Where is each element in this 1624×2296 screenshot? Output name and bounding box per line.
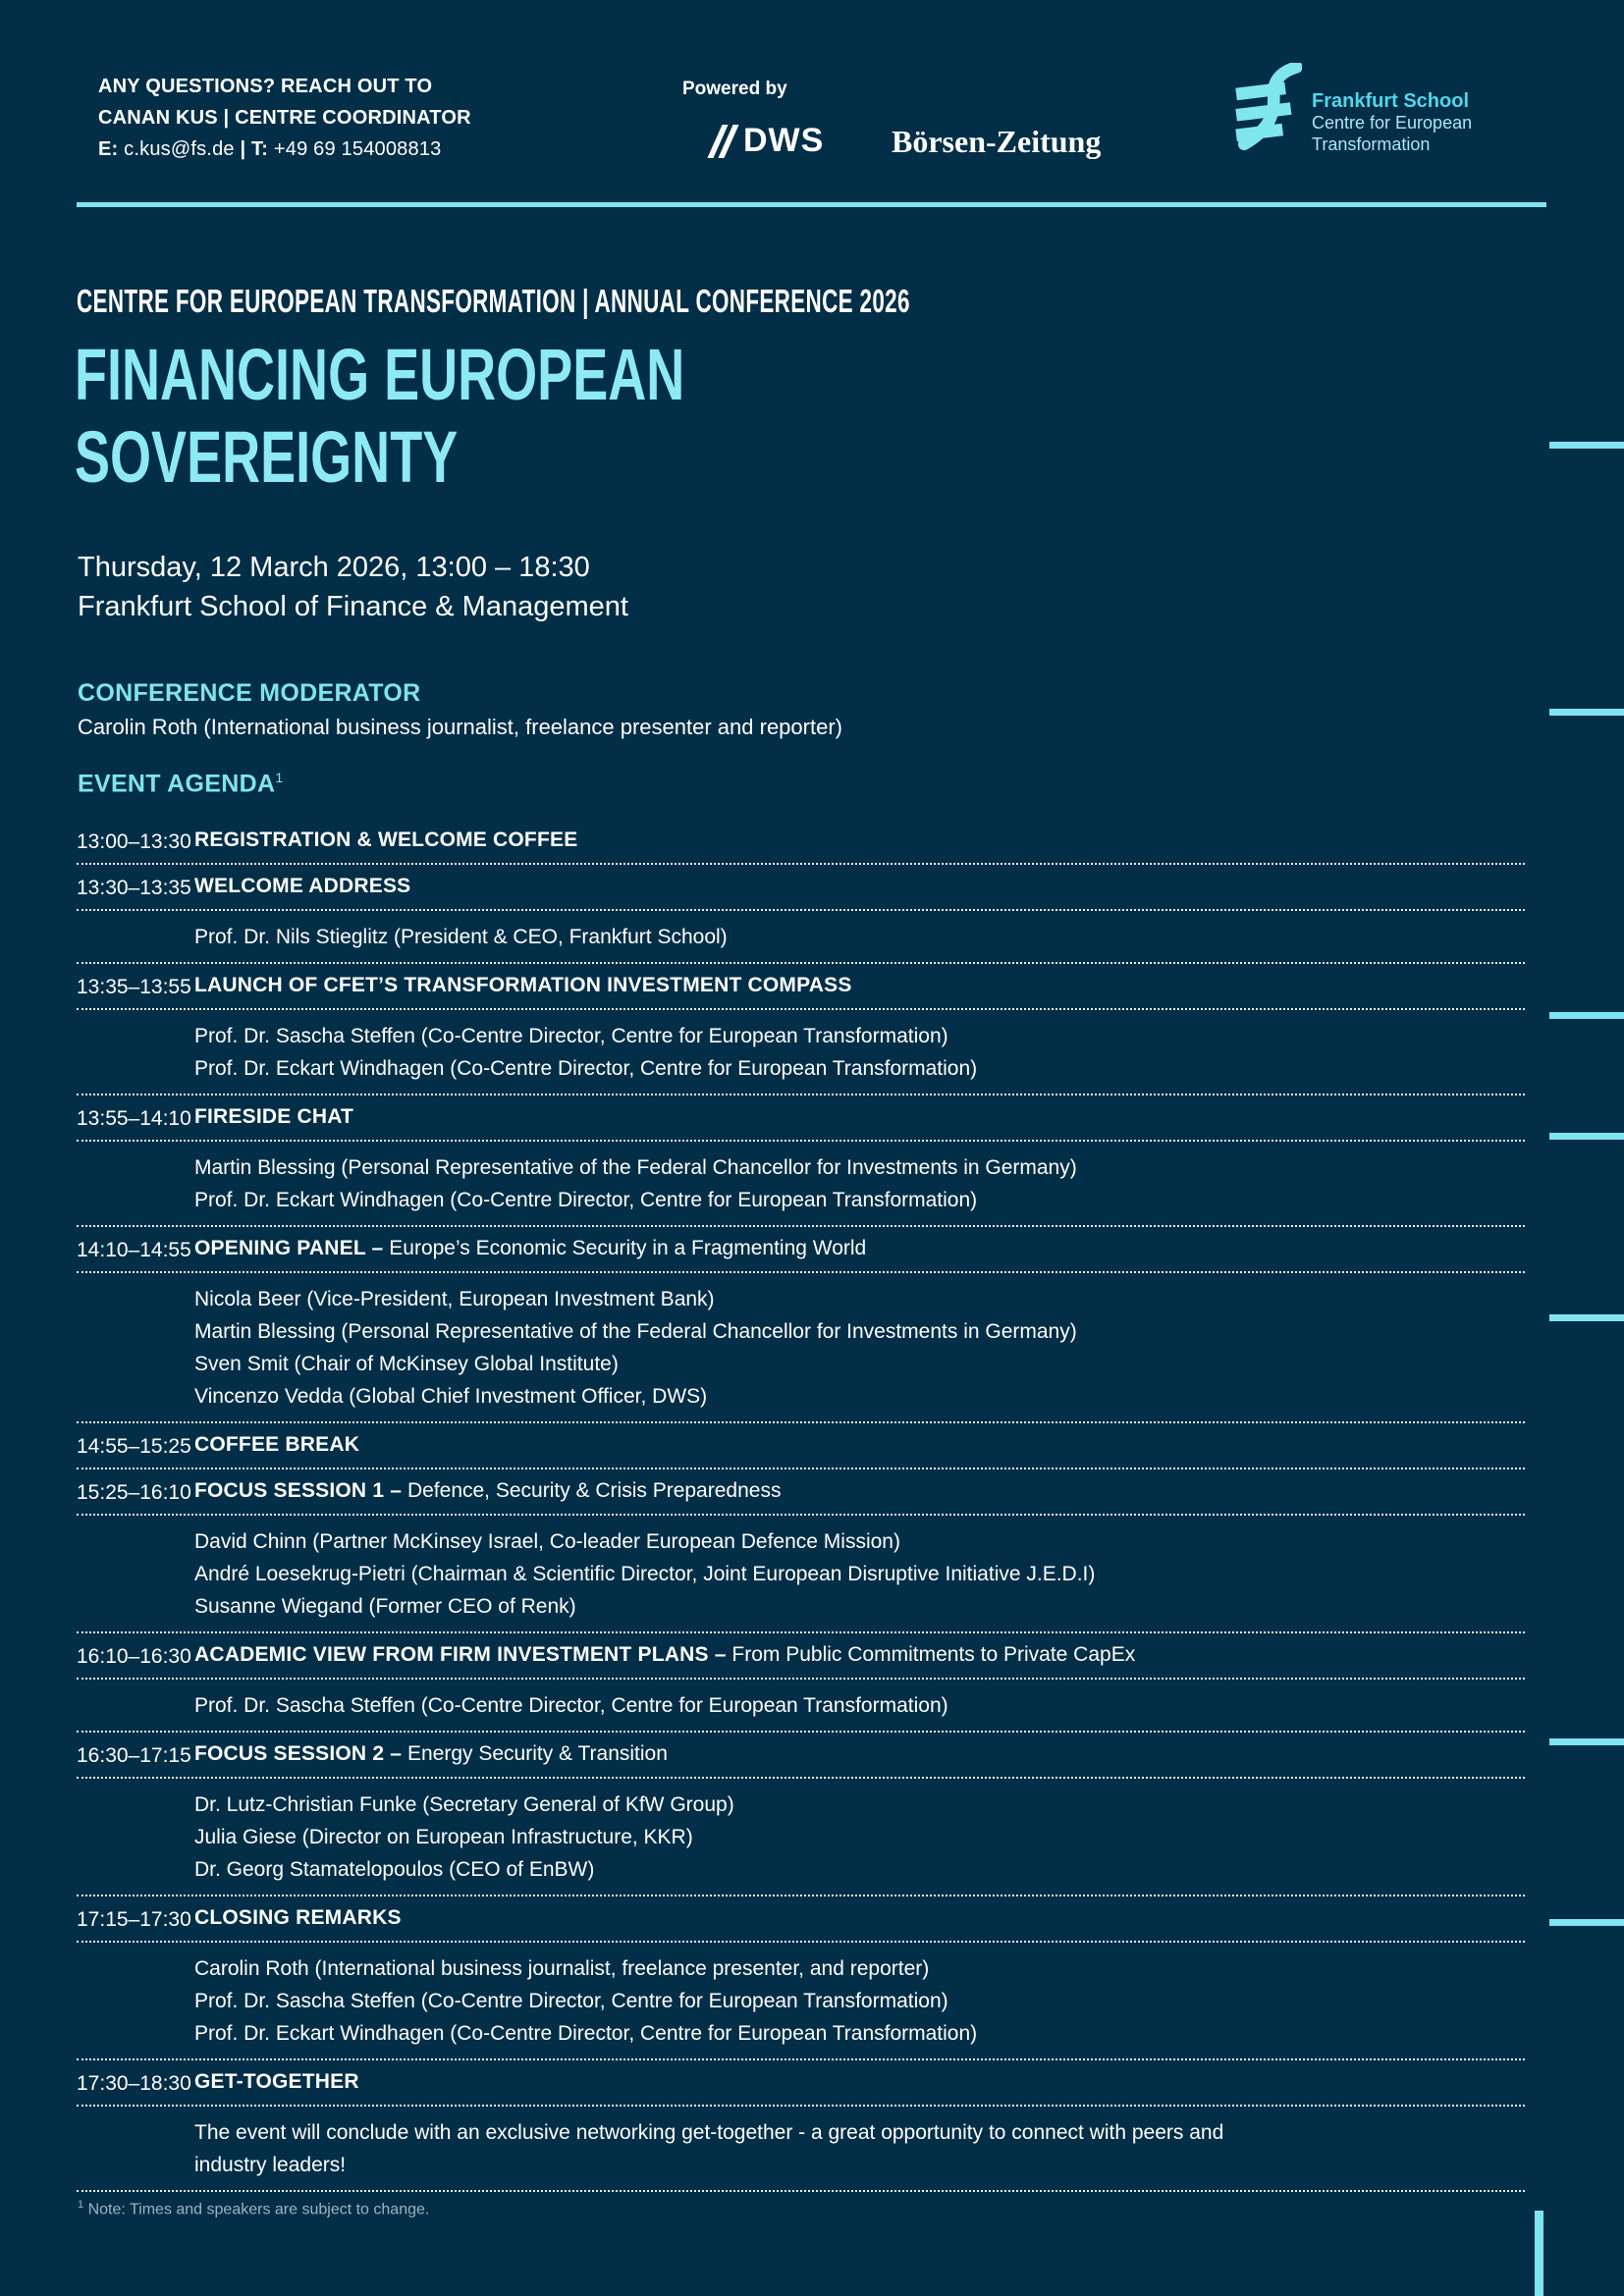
edge-tab-mark — [1549, 442, 1624, 449]
conference-kicker: CENTRE FOR EUROPEAN TRANSFORMATION | ANNUAL CONFERENCE 2026 — [77, 283, 910, 319]
agenda-speaker-line: Prof. Dr. Eckart Windhagen (Co-Centre Director, Centre for European Transformation) — [194, 2022, 978, 2045]
agenda-content — [194, 1906, 1525, 1932]
contact-block — [98, 71, 471, 165]
agenda-session-title: FOCUS SESSION 1 – — [194, 1479, 403, 1502]
agenda-time: 16:10–16:30 — [77, 1645, 191, 1668]
agenda-row — [77, 1516, 1525, 1633]
agenda-speaker-line: Julia Giese (Director on European Infrastructure, KKR) — [194, 1826, 693, 1848]
header-divider — [77, 202, 1546, 207]
agenda-speaker-line: Prof. Dr. Sascha Steffen (Co-Centre Director, Centre for European Transformation) — [194, 1990, 948, 2012]
agenda-time: 13:00–13:30 — [77, 830, 191, 853]
agenda-content — [194, 1479, 1525, 1505]
agenda-row — [77, 1633, 1525, 1680]
agenda-time — [77, 1689, 194, 1722]
agenda-session-title: GET-TOGETHER — [194, 2070, 359, 2093]
moderator-heading: CONFERENCE MODERATOR — [78, 679, 421, 707]
agenda-row — [77, 865, 1525, 911]
agenda-content — [194, 1525, 1525, 1623]
agenda-row — [77, 1943, 1525, 2060]
frankfurt-school-logo — [1233, 63, 1472, 165]
agenda-heading-footnote-marker: 1 — [275, 770, 284, 785]
phone-label: T: — [251, 138, 269, 160]
agenda-content — [194, 1105, 1525, 1131]
powered-by-label: Powered by — [682, 79, 787, 99]
contact-line-1: ANY QUESTIONS? REACH OUT TO — [98, 76, 433, 97]
agenda-session-topic: Europe’s Economic Security in a Fragmenting World — [383, 1237, 867, 1259]
agenda-session-topic: Defence, Security & Crisis Preparedness — [402, 1479, 782, 1502]
agenda-time: 14:10–14:55 — [77, 1239, 191, 1261]
agenda-time — [77, 1525, 194, 1623]
agenda-session-title: WELCOME ADDRESS — [194, 875, 411, 897]
agenda-time: 17:30–18:30 — [77, 2072, 191, 2095]
page-title — [75, 334, 910, 499]
agenda-speaker-line: Prof. Dr. Eckart Windhagen (Co-Centre Director, Centre for European Transformation) — [194, 1057, 978, 1080]
agenda-content — [194, 1237, 1525, 1262]
agenda-heading-text: EVENT AGENDA — [78, 770, 276, 798]
agenda-session-title: FIRESIDE CHAT — [194, 1105, 354, 1128]
agenda-content — [194, 921, 1525, 953]
agenda-speaker-line: Dr. Georg Stamatelopoulos (CEO of EnBW) — [194, 1858, 595, 1881]
event-date: Thursday, 12 March 2026, 13:00 – 18:30 — [78, 552, 590, 583]
email-value: c.kus@fs.de — [124, 138, 235, 160]
agenda-content — [194, 1643, 1525, 1669]
footnote-marker: 1 — [78, 2199, 84, 2211]
corner-accent-mark — [1535, 2211, 1543, 2296]
agenda-content — [194, 875, 1525, 900]
agenda-speaker-line: David Chinn (Partner McKinsey Israel, Co-leader European Defence Mission) — [194, 1530, 900, 1553]
agenda-row — [77, 1095, 1525, 1142]
agenda-time — [77, 1020, 194, 1085]
agenda-session-topic: Energy Security & Transition — [402, 1742, 668, 1765]
agenda-row — [77, 2107, 1525, 2192]
agenda-content — [194, 1742, 1525, 1768]
agenda-content — [194, 1283, 1525, 1413]
agenda-speaker-line: Prof. Dr. Sascha Steffen (Co-Centre Director, Centre for European Transformation) — [194, 1025, 948, 1047]
contact-separator: | — [240, 138, 246, 160]
dws-wordmark: DWS — [743, 122, 825, 159]
agenda-speaker-line: Nicola Beer (Vice-President, European Investment Bank) — [194, 1288, 715, 1310]
agenda-content — [194, 974, 1525, 999]
agenda-session-title: COFFEE BREAK — [194, 1433, 360, 1456]
agenda-speaker-line: Prof. Dr. Sascha Steffen (Co-Centre Director, Centre for European Transformation) — [194, 1694, 948, 1717]
agenda-content — [194, 828, 1525, 854]
agenda-heading — [78, 770, 283, 798]
agenda-row — [77, 1010, 1525, 1095]
agenda-session-title: REGISTRATION & WELCOME COFFEE — [194, 828, 578, 851]
agenda-time — [77, 1789, 194, 1886]
agenda-session-title: LAUNCH OF CFET’S TRANSFORMATION INVESTMENT COMPASS — [194, 974, 852, 996]
agenda-table — [77, 819, 1525, 2192]
agenda-row — [77, 1680, 1525, 1733]
agenda-time: 13:35–13:55 — [77, 976, 191, 998]
agenda-content — [194, 1020, 1525, 1085]
agenda-time: 13:30–13:35 — [77, 877, 191, 899]
fs-logo-sub1: Centre for European — [1312, 113, 1473, 133]
agenda-time: 16:30–17:15 — [77, 1744, 191, 1767]
frankfurt-school-logo-text — [1312, 90, 1472, 165]
agenda-row — [77, 1733, 1525, 1779]
agenda-row — [77, 1227, 1525, 1273]
agenda-session-title: OPENING PANEL – — [194, 1237, 384, 1259]
event-venue: Frankfurt School of Finance & Management — [78, 591, 628, 622]
agenda-time: 13:55–14:10 — [77, 1107, 191, 1130]
frankfurt-school-f-icon — [1233, 63, 1302, 165]
agenda-time — [77, 2116, 194, 2181]
agenda-content — [194, 1433, 1525, 1459]
moderator-name: Carolin Roth (International business journalist, freelance presenter and reporter) — [78, 715, 842, 739]
fs-logo-sub2: Transformation — [1312, 134, 1431, 154]
event-date-venue — [78, 548, 628, 626]
phone-value: +49 69 154008813 — [273, 138, 442, 160]
footnote — [78, 2199, 429, 2218]
agenda-content — [194, 2116, 1525, 2181]
agenda-speaker-line: Dr. Lutz-Christian Funke (Secretary General of KfW Group) — [194, 1793, 734, 1816]
agenda-time: 15:25–16:10 — [77, 1481, 191, 1504]
footnote-text: Note: Times and speakers are subject to change. — [87, 2201, 430, 2218]
agenda-speaker-line: Prof. Dr. Eckart Windhagen (Co-Centre Director, Centre for European Transformation) — [194, 1189, 978, 1211]
edge-tab-mark — [1549, 1919, 1624, 1926]
agenda-speaker-line: Carolin Roth (International business journalist, freelance presenter, and reporter) — [194, 1957, 930, 1980]
agenda-content — [194, 1151, 1525, 1216]
agenda-speaker-line: Prof. Dr. Nils Stieglitz (President & CEO, Frankfurt School) — [194, 926, 728, 948]
agenda-speaker-line: Susanne Wiegand (Former CEO of Renk) — [194, 1595, 576, 1618]
agenda-row — [77, 911, 1525, 964]
agenda-time — [77, 921, 194, 953]
edge-tab-mark — [1549, 1738, 1624, 1745]
agenda-time: 14:55–15:25 — [77, 1435, 191, 1458]
agenda-row — [77, 2060, 1525, 2107]
agenda-speaker-line: Martin Blessing (Personal Representative of the Federal Chancellor for Investments in Germany) — [194, 1320, 1077, 1343]
agenda-session-title: ACADEMIC VIEW FROM FIRM INVESTMENT PLANS – — [194, 1643, 727, 1666]
title-line-2: SOVEREIGNTY — [75, 416, 459, 498]
agenda-row — [77, 1779, 1525, 1896]
agenda-content — [194, 1952, 1525, 2050]
agenda-time — [77, 1952, 194, 2050]
edge-tab-mark — [1549, 1012, 1624, 1019]
agenda-row — [77, 1273, 1525, 1423]
title-line-1: FINANCING EUROPEAN — [75, 334, 685, 415]
edge-tab-mark — [1549, 1133, 1624, 1140]
contact-line-3 — [98, 133, 471, 165]
agenda-time: 17:15–17:30 — [77, 1908, 191, 1931]
agenda-row — [77, 1423, 1525, 1469]
agenda-session-title: CLOSING REMARKS — [194, 1906, 402, 1929]
agenda-content — [194, 1789, 1525, 1886]
agenda-time — [77, 1151, 194, 1216]
agenda-speaker-line: Sven Smit (Chair of McKinsey Global Institute) — [194, 1353, 619, 1375]
agenda-session-title: FOCUS SESSION 2 – — [194, 1742, 403, 1765]
agenda-row — [77, 1469, 1525, 1516]
agenda-row — [77, 1896, 1525, 1943]
agenda-speaker-line: André Loesekrug-Pietri (Chairman & Scientific Director, Joint European Disruptive Initiative J.E.D.I) — [194, 1563, 1096, 1585]
agenda-content — [194, 1689, 1525, 1722]
edge-tab-mark — [1549, 1314, 1624, 1321]
agenda-time — [77, 1283, 194, 1413]
dws-logo — [715, 122, 824, 160]
fs-logo-brand: Frankfurt School — [1312, 90, 1470, 112]
boersen-zeitung-logo: Börsen-Zeitung — [892, 124, 1102, 159]
edge-tab-mark — [1549, 709, 1624, 716]
agenda-speaker-line: Vincenzo Vedda (Global Chief Investment Officer, DWS) — [194, 1385, 708, 1408]
dws-slashes-icon — [715, 125, 736, 158]
email-label: E: — [98, 138, 119, 160]
agenda-content — [194, 2070, 1525, 2096]
agenda-row — [77, 819, 1525, 865]
agenda-speaker-line: The event will conclude with an exclusive networking get-together - a great opportunity to connect with peers and industry leaders! — [194, 2121, 1224, 2176]
contact-line-2: CANAN KUS | CENTRE COORDINATOR — [98, 107, 471, 129]
agenda-row — [77, 964, 1525, 1010]
agenda-row — [77, 1142, 1525, 1227]
agenda-session-topic: From Public Commitments to Private CapEx — [726, 1643, 1136, 1666]
agenda-speaker-line: Martin Blessing (Personal Representative of the Federal Chancellor for Investments in Germany) — [194, 1156, 1077, 1179]
